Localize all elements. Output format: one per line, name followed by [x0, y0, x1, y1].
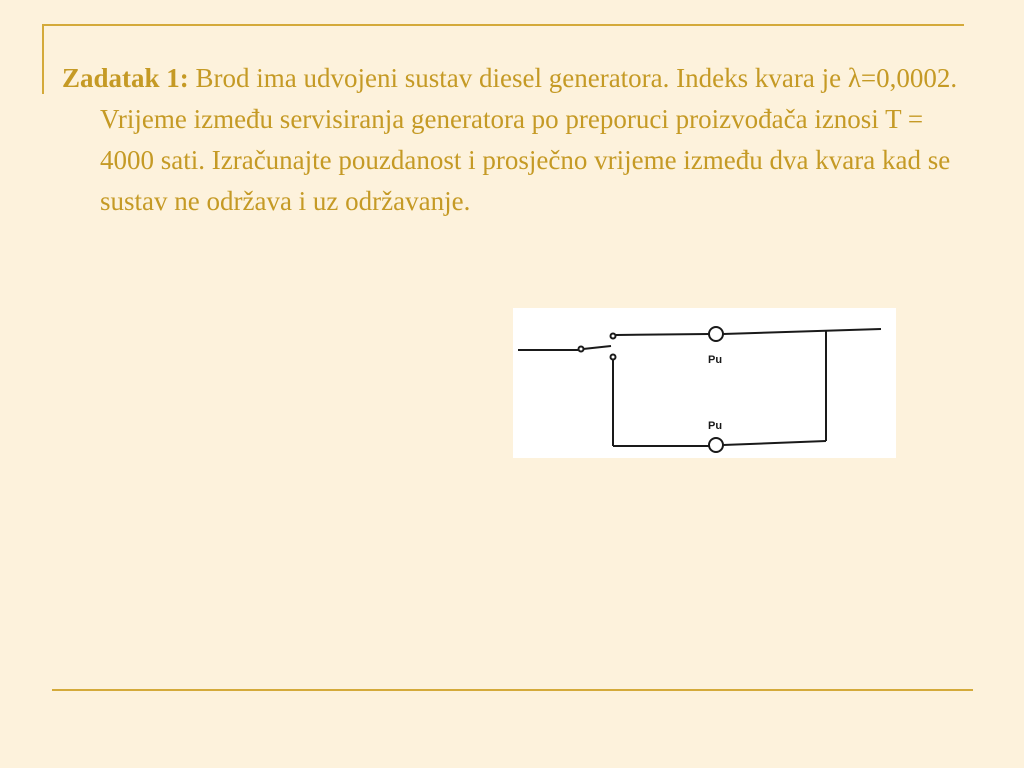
task-body: Brod ima udvojeni sustav diesel generatora. Indeks kvara je λ=0,0002. Vrijeme između servisiranja generatora po preporuci proizvođača iznosi T = 4000 sati. Izračunajte pouzdanost i prosječno vrijeme između dva kvara kad se sustav ne održava i uz održavanje. — [100, 63, 958, 216]
upper-branch-wire-right — [723, 329, 881, 334]
generator-lower-label: Pu — [708, 420, 723, 432]
circuit-svg — [513, 308, 896, 458]
frame-left-rule — [42, 24, 44, 94]
upper-branch-wire-left — [616, 334, 709, 335]
lower-branch-wire-bottom-right — [723, 441, 826, 445]
switch-contact-upper — [611, 334, 616, 339]
switch-blade — [583, 346, 611, 349]
frame-top-rule — [43, 24, 964, 26]
task-text — [62, 58, 980, 222]
switch-contact-lower — [611, 355, 616, 360]
circuit-diagram — [513, 308, 896, 458]
generator-lower — [709, 438, 723, 452]
task-label: Zadatak 1: — [62, 63, 189, 93]
generator-upper — [709, 327, 723, 341]
frame-bottom-rule — [52, 689, 973, 691]
generator-upper-label: Pu — [708, 354, 723, 366]
input-terminal — [579, 347, 584, 352]
